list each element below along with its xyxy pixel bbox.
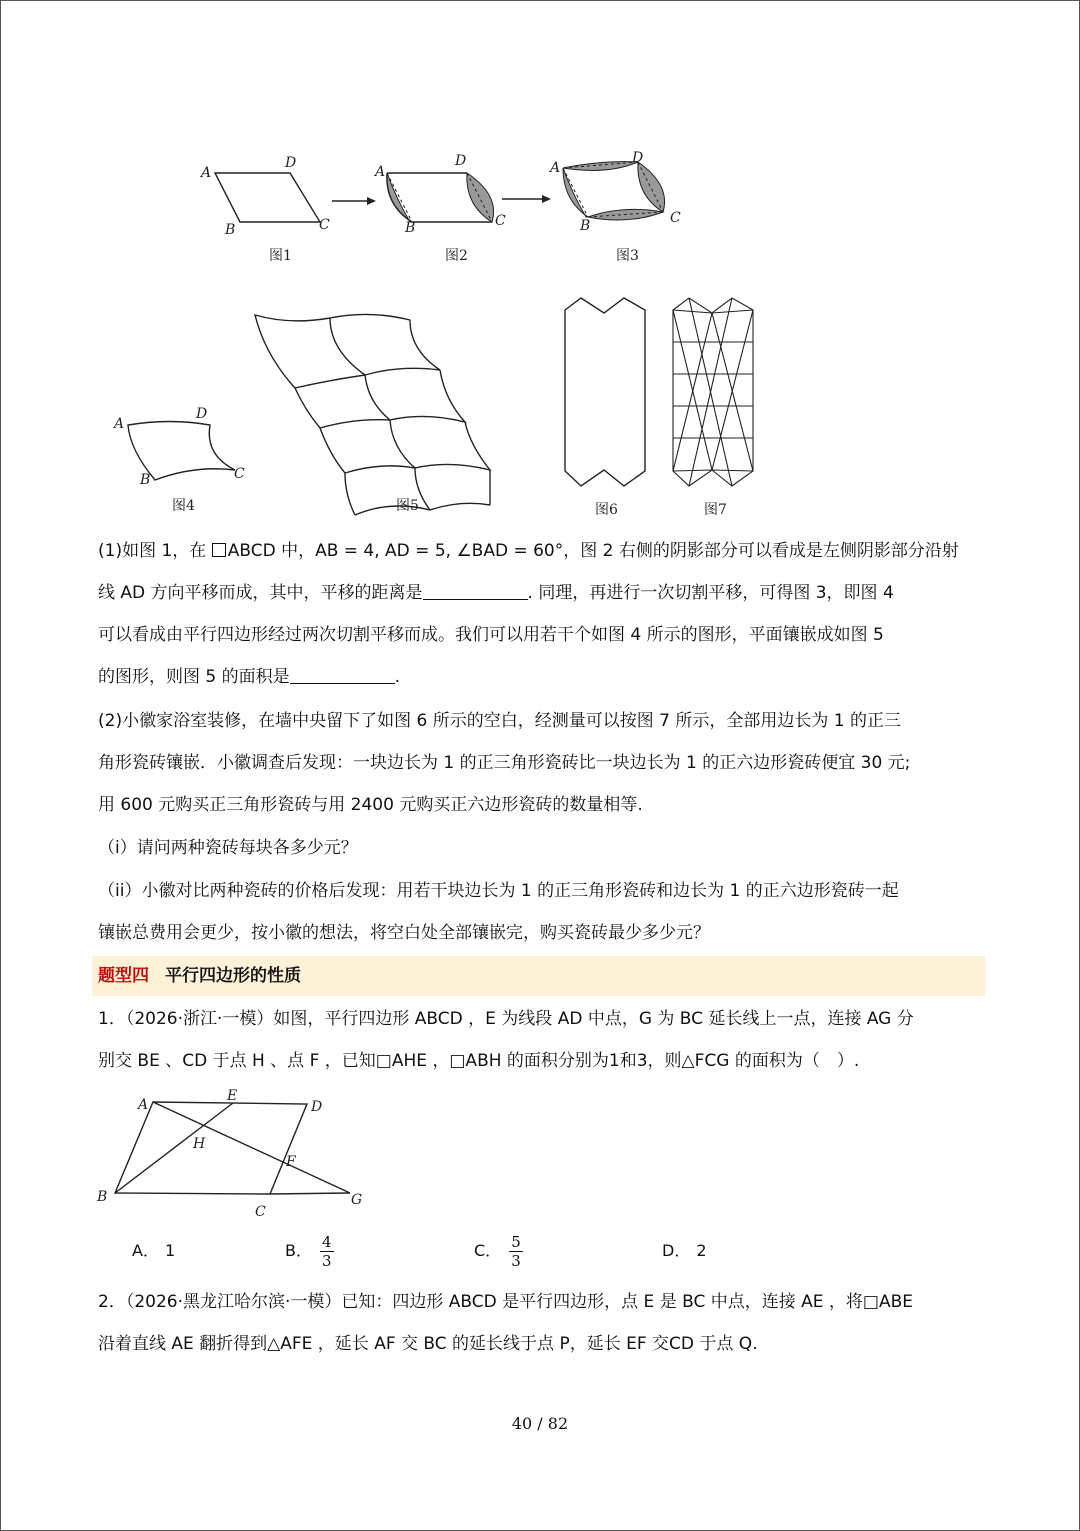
problem1-figure (95, 1085, 375, 1229)
fig4-label-a: A (114, 416, 125, 432)
p1-label-e: E (227, 1088, 238, 1104)
q1-line-2-a: 线 AD 方向平移而成，其中，平移的距离是 (98, 583, 423, 603)
option-d[interactable] (662, 1230, 707, 1272)
figure-4-svg (110, 400, 260, 520)
q2-sub-i: （i）请问两种瓷砖每块各多少元？ (98, 838, 358, 858)
fig2-label-d: D (455, 153, 467, 169)
option-a-label: A． (132, 1241, 159, 1260)
figure-1-svg (195, 150, 345, 265)
option-d-value: 2 (696, 1241, 707, 1260)
p1-label-a: A (138, 1097, 149, 1113)
problem2-line-1: 2．（2026·黑龙江哈尔滨·一模）已知：四边形 ABCD 是平行四边形，点 E 是 BC 中点，连接 AE ，将□ABE (98, 1292, 914, 1312)
figure-4 (110, 400, 260, 524)
option-b-numerator: 4 (321, 1232, 332, 1251)
fig2-label-a: A (375, 164, 386, 180)
segment-ag (153, 1102, 350, 1193)
fig7-caption: 图7 (704, 502, 727, 518)
fig6-caption: 图6 (595, 502, 618, 518)
p1-label-g: G (351, 1192, 363, 1208)
problem2-line-2: 沿着直线 AE 翻折得到△AFE ，延长 AF 交 BC 的延长线于点 P，延长 EF 交CD 于点 Q. (98, 1334, 758, 1354)
figure-1 (195, 150, 345, 269)
q1-line-2-b: . 同理，再进行一次切割平移，可得图 3，即图 4 (527, 583, 894, 603)
option-c[interactable] (474, 1230, 523, 1272)
option-b-fraction (320, 1233, 334, 1270)
figure-3 (548, 150, 698, 269)
segment-cg (270, 1193, 350, 1194)
fig1-label-b: B (225, 222, 236, 238)
figure-3-svg (548, 150, 698, 265)
p1-label-b: B (97, 1189, 108, 1205)
q1-line-4-b: . (394, 667, 401, 687)
p1-label-d: D (311, 1099, 323, 1115)
q1-line-1-b: ABCD 中，AB = 4, AD = 5, ∠BAD = 60°，图 2 右侧的阴影部分可以看成是左侧阴影部分沿射 (227, 541, 959, 561)
answer-blank-1[interactable] (423, 581, 528, 600)
fig2-label-b: B (405, 220, 416, 236)
q1-line-4 (98, 656, 983, 698)
fig1-label-c: C (319, 217, 330, 233)
p1-label-h: H (193, 1136, 206, 1152)
fig3-label-d: D (632, 150, 644, 166)
answer-blank-2[interactable] (290, 665, 395, 684)
p1-label-f: F (286, 1154, 296, 1170)
fig3-label-a: A (550, 160, 561, 176)
page-number: 40 / 82 (511, 1414, 569, 1433)
parallelogram (115, 1102, 307, 1194)
q2-line-2: 角形瓷砖镶嵌．小徽调查后发现：一块边长为 1 的正三角形瓷砖比一块边长为 1 的正六边形瓷砖便宜 30 元; (98, 753, 911, 773)
problem1-figure-svg (95, 1085, 375, 1225)
option-a-value: 1 (164, 1241, 176, 1260)
arrow-1 (332, 192, 377, 211)
fig1-label-a: A (201, 165, 212, 181)
q2-sub-ii-line-2: 镶嵌总费用会更少，按小徽的想法，将空白处全部镶嵌完，购买瓷砖最少多少元？ (98, 923, 710, 943)
fig4-label-d: D (196, 406, 208, 422)
fig3-caption: 图3 (616, 248, 639, 264)
q2-line-3: 用 600 元购买正三角形瓷砖与用 2400 元购买正六边形瓷砖的数量相等. (98, 795, 643, 815)
q1-line-2 (98, 572, 983, 614)
q1-line-3: 可以看成由平行四边形经过两次切割平移而成。我们可以用若干个如图 4 所示的图形，平面镶嵌成如图 5 (98, 625, 884, 645)
problem1-line-1: 1．（2026·浙江·一模）如图，平行四边形 ABCD ，E 为线段 AD 中点，G 为 BC 延长线上一点，连接 AG 分 (98, 1009, 914, 1029)
segment-be (115, 1103, 233, 1193)
figure-5-svg (250, 310, 500, 520)
fig1-caption: 图1 (269, 248, 292, 264)
q2-sub-ii-line-1: （ii）小徽对比两种瓷砖的价格后发现：用若干块边长为 1 的正三角形瓷砖和边长为 1 的正六边形瓷砖一起 (98, 881, 899, 901)
option-d-label: D． (662, 1241, 691, 1260)
section-title: 平行四边形的性质 (165, 966, 301, 986)
figure-5 (250, 310, 500, 524)
parallelogram-symbol (212, 543, 226, 557)
q1-line-1 (98, 530, 983, 572)
q2-line-1: (2)小徽家浴室装修，在墙中央留下了如图 6 所示的空白，经测量可以按图 7 所示，全部用边长为 1 的正三 (98, 711, 901, 731)
figure-6 (560, 296, 655, 525)
fig3-label-b: B (580, 218, 591, 234)
figure-2 (375, 150, 525, 269)
fig3-label-c: C (670, 210, 681, 226)
section-header (92, 956, 985, 996)
fig2-caption: 图2 (445, 248, 468, 264)
fig4-caption: 图4 (172, 498, 195, 514)
option-c-denominator: 3 (511, 1251, 521, 1270)
parallelogram-abcd (215, 173, 320, 222)
triangle-tiling-grid (673, 298, 753, 486)
arrow-2-svg (502, 193, 552, 205)
tessellation (255, 314, 490, 515)
arrow-1-svg (332, 195, 377, 207)
fig5-caption: 图5 (396, 498, 419, 514)
q1-line-1-a: (1)如图 1，在 (98, 541, 212, 561)
problem1-line-2: 别交 BE 、CD 于点 H 、点 F ，已知□AHE ，□ABH 的面积分别为1和3，则△FCG 的面积为（ ）. (98, 1051, 860, 1071)
wall-blank-shape (565, 298, 645, 486)
option-c-numerator: 5 (511, 1232, 521, 1251)
option-b[interactable] (285, 1230, 334, 1272)
fig1-label-d: D (285, 155, 297, 171)
figure-7 (668, 296, 763, 525)
fig2-label-c: C (495, 213, 506, 229)
fig4-label-b: B (140, 472, 151, 488)
option-b-label: B． (285, 1241, 312, 1260)
option-c-label: C． (474, 1241, 502, 1260)
p1-label-c: C (255, 1204, 266, 1220)
fig4-label-c: C (234, 466, 245, 482)
section-tag: 题型四 (98, 966, 149, 986)
figure-6-svg (560, 296, 655, 521)
arrow-2 (502, 190, 552, 209)
option-b-denominator: 3 (321, 1251, 332, 1270)
q1-line-4-a: 的图形，则图 5 的面积是 (98, 667, 290, 687)
figure-7-svg (668, 296, 763, 521)
option-c-fraction (509, 1233, 523, 1270)
option-a[interactable] (132, 1230, 175, 1272)
